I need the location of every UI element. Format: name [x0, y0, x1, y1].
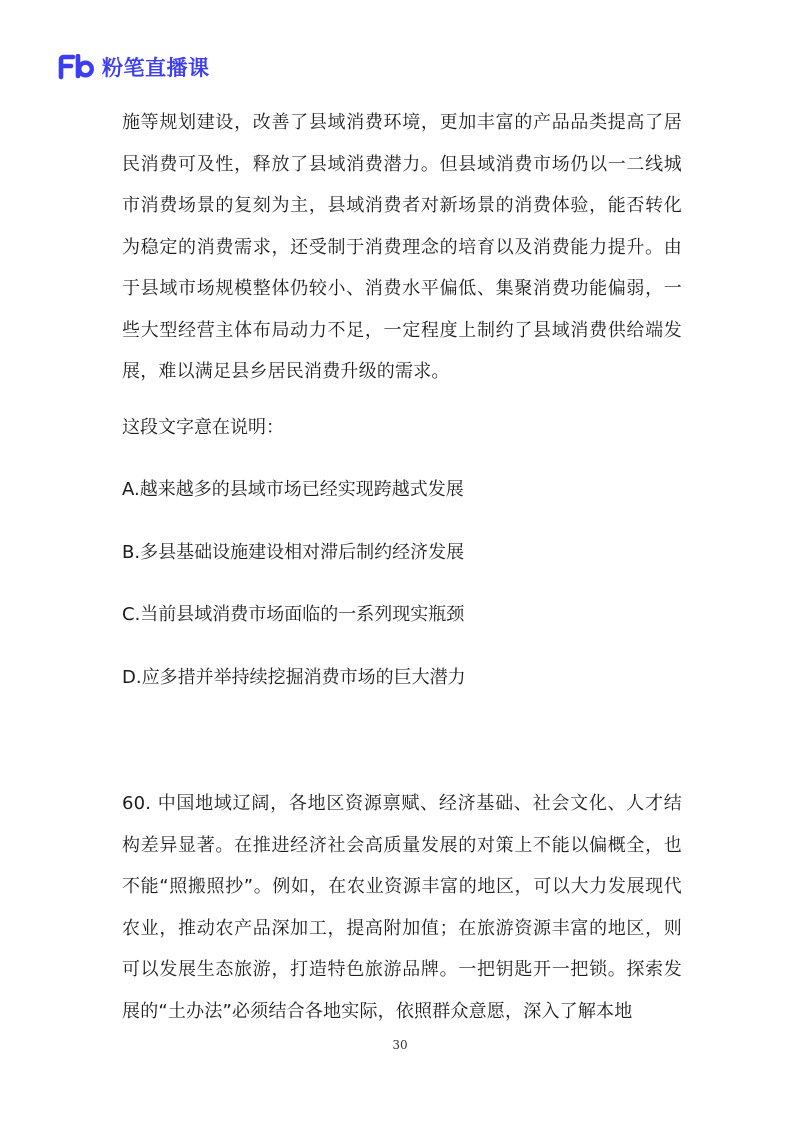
passage-text: 施等规划建设，改善了县域消费环境，更加丰富的产品品类提高了居民消费可及性，释放了县域消费潜力。但县域消费市场仍以一二线城市消费场景的复刻为主，县域消费者对新场景的消费体验，能否转化为稳定的消费需求，还受制于消费理念的培育以及消费能力提升。由于县域市场规模整体仍较小、消费水平偏低、集聚消费功能偏弱，一些大型经营主体布局动力不足，一定程度上制约了县域消费供给端发展，难以满足县乡居民消费升级的需求。 — [122, 112, 682, 382]
option-d: D.应多措并举持续挖掘消费市场的巨大潜力 — [122, 666, 466, 688]
brand-name: 粉笔直播课 — [102, 56, 210, 80]
document-body — [122, 102, 682, 1032]
option-b: B.多县基础设施建设相对滞后制约经济发展 — [122, 541, 465, 563]
answer-options — [122, 469, 682, 698]
brand-header — [58, 52, 210, 82]
question-prompt: 这段文字意在说明： — [122, 416, 284, 438]
option-a: A.越来越多的县域市场已经实现跨越式发展 — [122, 479, 464, 500]
fb-logo-icon — [58, 54, 96, 80]
option-c: C.当前县域消费市场面临的一系列现实瓶颈 — [122, 604, 465, 625]
next-question-text: 60. 中国地域辽阔，各地区资源禀赋、经济基础、社会文化、人才结构差异显著。在推进经济社会高质量发展的对策上不能以偏概全，也不能“照搬照抄”。例如，在农业资源丰富的地区，可以大力发展现代农业，推动农产品深加工，提高附加值；在旅游资源丰富的地区，则可以发展生态旅游，打造特色旅游品牌。一把钥匙开一把锁。探索发展的“土办法”必须结合各地实际，依照群众意愿，深入了解本地 — [122, 793, 682, 1022]
page-number: 30 — [392, 1038, 408, 1052]
